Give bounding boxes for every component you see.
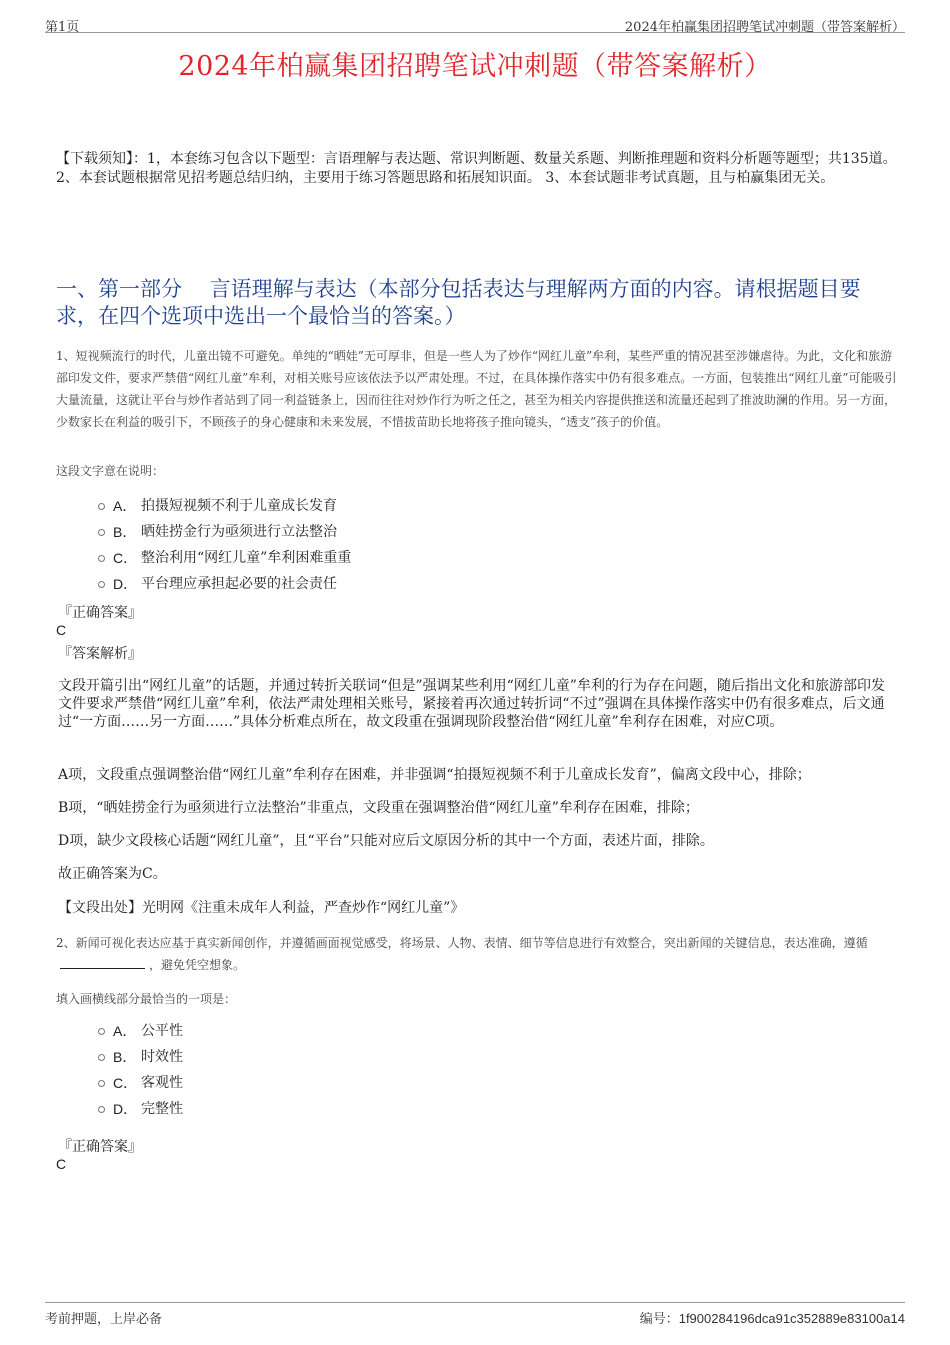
answer-label: 『正确答案』 [58, 1139, 142, 1155]
radio-icon[interactable] [98, 1028, 105, 1035]
option-b[interactable]: B． 晒娃捞金行为亟须进行立法整治 [98, 519, 351, 545]
source-note: 【文段出处】光明网《注重未成年人利益，严查炒作“网红儿童”》 [58, 900, 465, 916]
analysis-paragraph: A项，文段重点强调整治借“网红儿童”牟利存在困难，并非强调“拍摄短视频不利于儿童成长发育”，偏离文段中心，排除； [58, 767, 811, 783]
question-2-options [98, 1018, 183, 1122]
question-1-prompt: 这段文字意在说明： [56, 464, 165, 478]
question-1-stem: 1、短视频流行的时代，儿童出镜不可避免。单纯的“晒娃”无可厚非，但是一些人为了炒作“网红儿童”牟利，某些严重的情况甚至涉嫌虐待。为此，文化和旅游部印发文件，要求严禁借“网红儿童”牟利，对相关账号应该依法予以严肃处理。不过，在具体操作落实中仍有很多难点。一方面，包装推出“网红儿童”可能吸引大量流量，这就让平台与炒作者站到了同一利益链条上，因而往往对炒作行为听之任之，甚至为相关内容提供推送和流量还起到了推波助澜的作用。另一方面，少数家长在利益的吸引下，不顾孩子的身心健康和未来发展，不惜拔苗助长地将孩子推向镜头，“透支”孩子的价值。 [56, 349, 897, 429]
question-2-prompt: 填入画横线部分最恰当的一项是： [56, 992, 237, 1006]
analysis-paragraph: 文段开篇引出“网红儿童”的话题，并通过转折关联词“但是”强调某些利用“网红儿童”牟利的行为存在问题，随后指出文化和旅游部印发文件要求严禁借“网红儿童”牟利，依法严肃处理相关账号，紧接着再次通过转折词“不过”强调在具体操作落实中仍有很多难点，后文通过“一方面……另一方面……”具体分析难点所在，故文段重在强调现阶段整治借“网红儿童”牟利存在困难，对应C项。 [58, 678, 885, 730]
radio-icon[interactable] [98, 1106, 105, 1113]
answer-value: C [56, 622, 67, 638]
analysis-paragraph: B项，“晒娃捞金行为亟须进行立法整治”非重点，文段重在强调整治借“网红儿童”牟利存在困难，排除； [58, 800, 699, 816]
radio-icon[interactable] [98, 1054, 105, 1061]
page-header [45, 14, 905, 33]
option-d[interactable]: D． 完整性 [98, 1096, 183, 1122]
answer-label: 『正确答案』 [58, 605, 142, 621]
option-a[interactable]: A． 拍摄短视频不利于儿童成长发育 [98, 493, 351, 519]
footer-code: 编号：1f900284196dca91c352889e83100a14 [639, 1311, 905, 1327]
radio-icon[interactable] [98, 529, 105, 536]
radio-icon[interactable] [98, 555, 105, 562]
option-d[interactable]: D． 平台理应承担起必要的社会责任 [98, 571, 351, 597]
radio-icon[interactable] [98, 1080, 105, 1087]
option-b[interactable]: B． 时效性 [98, 1044, 183, 1070]
footer-slogan: 考前押题，上岸必备 [45, 1312, 163, 1327]
page-footer [45, 1302, 905, 1325]
page-number: 第1页 [45, 20, 80, 35]
analysis-conclusion: 故正确答案为C。 [58, 866, 167, 882]
analysis-label: 『答案解析』 [58, 646, 142, 662]
question-1-options [98, 493, 351, 597]
option-a[interactable]: A． 公平性 [98, 1018, 183, 1044]
fill-blank [60, 956, 145, 969]
section-heading: 一、第一部分 言语理解与表达（本部分包括表达与理解两方面的内容。请根据题目要求，在四个选项中选出一个最恰当的答案。） [56, 277, 861, 328]
download-notice: 【下载须知】：1，本套练习包含以下题型：言语理解与表达题、常识判断题、数量关系题、判断推理题和资料分析题等题型；共135道。 2、本套试题根据常见招考题总结归纳，主要用于练习答题思路和拓展知识面。 3、本套试题非考试真题，且与柏赢集团无关。 [56, 151, 897, 186]
radio-icon[interactable] [98, 503, 105, 510]
radio-icon[interactable] [98, 581, 105, 588]
question-2-stem: 2、新闻可视化表达应基于真实新闻创作，并遵循画面视觉感受，将场景、人物、表情、细节等信息进行有效整合，突出新闻的关键信息，表达准确，遵循，避免凭空想象。 [56, 936, 868, 972]
option-c[interactable]: C． 客观性 [98, 1070, 183, 1096]
document-title: 2024年柏赢集团招聘笔试冲刺题（带答案解析） [178, 51, 772, 82]
header-doc-title: 2024年柏赢集团招聘笔试冲刺题（带答案解析） [624, 20, 905, 35]
option-c[interactable]: C． 整治利用“网红儿童”牟利困难重重 [98, 545, 351, 571]
analysis-paragraph: D项，缺少文段核心话题“网红儿童”，且“平台”只能对应后文原因分析的其中一个方面，表述片面，排除。 [58, 833, 714, 849]
answer-value: C [56, 1156, 67, 1172]
